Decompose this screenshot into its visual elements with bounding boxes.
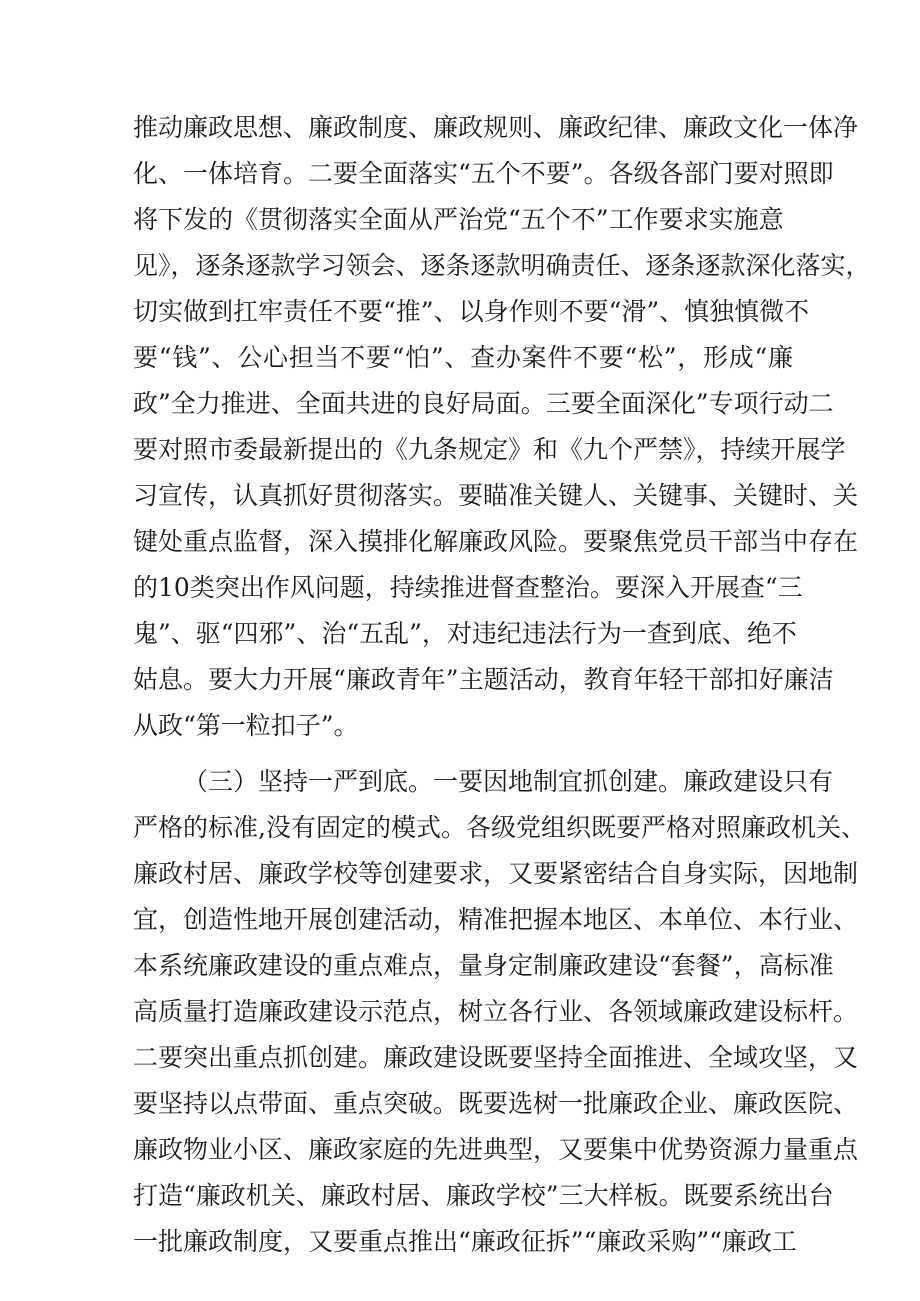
text-line-8: 要对照市委最新提出的《九条规定》和《九个严禁》，持续开展学 (133, 435, 846, 464)
text-line-13: 姑息。要大力开展“廉政青年”主题活动，教育年轻干部扣好廉洁 (133, 665, 834, 694)
text-line-16: 严格的标准,没有固定的模式。各级党组织既要严格对照廉政机关、 (133, 813, 866, 842)
text-line-10: 键处重点监督，深入摸排化解廉政风险。要聚焦党员干部当中存在 (133, 527, 859, 556)
text-line-14: 从政“第一粒扣子”。 (133, 711, 359, 740)
text-line-11: 的10类突出作风问题，持续推进督查整治。要深入开展查“三 (133, 573, 803, 602)
text-line-18: 宜，创造性地开展创建活动，精准把握本地区、本单位、本行业、 (133, 905, 859, 934)
text-line-21: 二要突出重点抓创建。廉政建设既要坚持全面推进、全域攻坚，又 (133, 1043, 859, 1072)
text-line-19: 本系统廉政建设的重点难点，量身定制廉政建设“套餐”，高标准 (133, 951, 834, 980)
text-line-25: 一批廉政制度，又要重点推出“廉政征拆”“廉政采购”“廉政工 (133, 1227, 797, 1256)
text-line-7: 政”全力推进、全面共进的良好局面。三要全面深化”专项行动二 (133, 389, 834, 418)
text-line-2: 化、一体培育。二要全面落实“五个不要”。各级各部门要对照即 (133, 159, 834, 188)
text-line-20: 高质量打造廉政建设示范点，树立各行业、各领域廉政建设标杆。 (133, 997, 859, 1026)
text-line-12: 鬼”、驱“四邪”、治“五乱”，对违纪违法行为一查到底、绝不 (133, 619, 797, 648)
text-line-17: 廉政村居、廉政学校等创建要求，又要紧密结合自身实际，因地制 (133, 859, 859, 888)
text-line-9: 习宣传，认真抓好贯彻落实。要瞄准关键人、关键事、关键时、关 (133, 481, 859, 510)
text-line-15: （三）坚持一严到底。一要因地制宜抓创建。廉政建设只有 (183, 767, 834, 796)
text-line-1: 推动廉政思想、廉政制度、廉政规则、廉政纪律、廉政文化一体净 (133, 113, 859, 142)
text-line-4: 见》，逐条逐款学习领会、逐条逐款明确责任、逐条逐款深化落实， (133, 251, 871, 280)
text-line-5: 切实做到扛牢责任不要“推”、以身作则不要“滑”、慎独慎微不 (133, 297, 810, 326)
text-line-23: 廉政物业小区、廉政家庭的先进典型，又要集中优势资源力量重点 (133, 1135, 859, 1164)
text-line-3: 将下发的《贯彻落实全面从严治党“五个不”工作要求实施意 (133, 205, 784, 234)
text-line-6: 要“钱”、公心担当不要“怕”、查办案件不要“松”，形成“廉 (133, 343, 793, 372)
text-line-22: 要坚持以点带面、重点突破。既要选树一批廉政企业、廉政医院、 (133, 1089, 859, 1118)
text-line-24: 打造“廉政机关、廉政村居、廉政学校”三大样板。既要系统出台 (133, 1181, 834, 1210)
